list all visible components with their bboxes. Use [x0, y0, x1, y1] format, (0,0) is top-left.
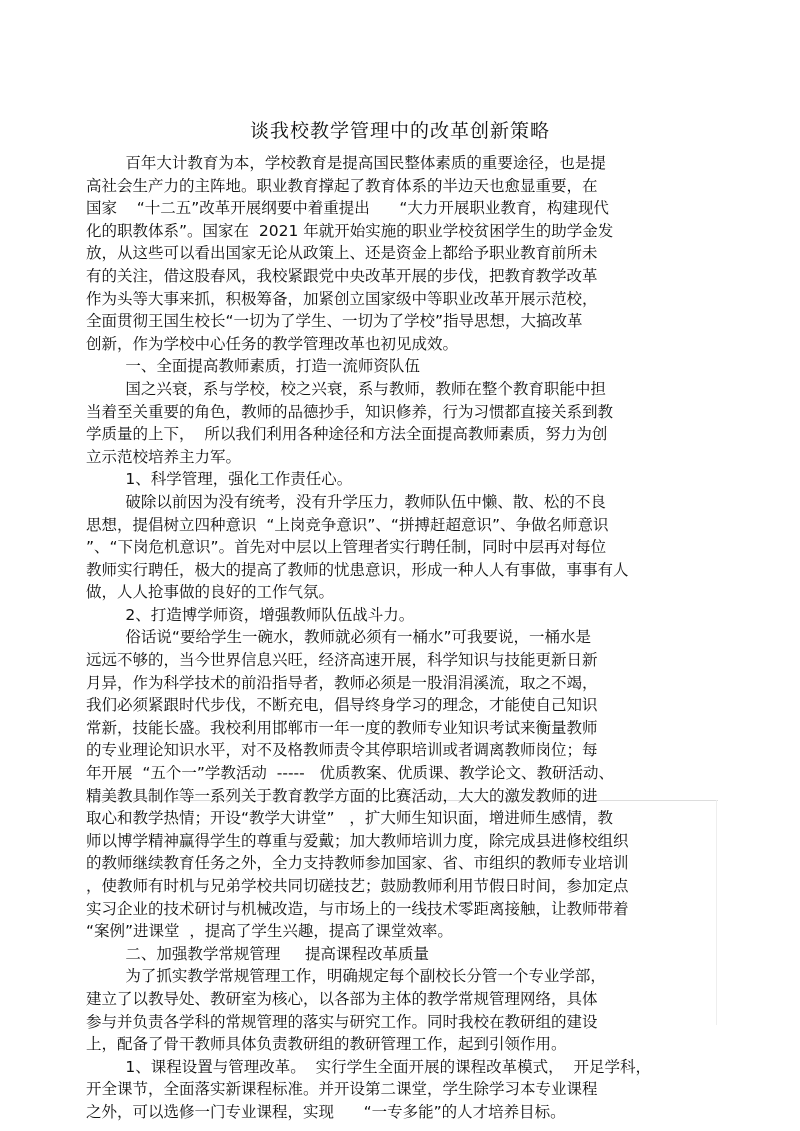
- text-line: 常新，技能长盛。我校利用邯郸市一年一度的教师专业知识考试来衡量教师: [86, 718, 598, 737]
- text-line: 为了抓实教学常规管理工作，明确规定每个副校长分管一个专业学部，: [86, 967, 606, 986]
- text-line: 破除以前因为没有统考，没有升学压力，教师队伍中懒、散、松的不良: [86, 492, 606, 511]
- text-line: 全面贯彻王国生校长“一切为了学生、一切为了学校”指导思想，大搞改革: [86, 312, 583, 331]
- text-line: 精美教具制作等一系列关于教育教学方面的比赛活动，大大的激发教师的进: [86, 786, 598, 805]
- text-line: 上，配备了骨干教师具体负责教研组的教研管理工作，起到引领作用。: [86, 1035, 567, 1054]
- text-line: 2、打造博学师资，增强教师队伍战斗力。: [86, 605, 415, 624]
- text-line: 建立了以教导处、教研室为核心，以各部为主体的教学常规管理网络，具体: [86, 989, 598, 1008]
- document-title: 谈我校教学管理中的改革创新策略: [249, 120, 550, 142]
- text-line: 国之兴衰，系与学校，校之兴衰，系与教师，教师在整个教育职能中担: [86, 379, 606, 398]
- text-line: 教师实行聘任，极大的提高了教师的忧患意识，形成一种人人有事做，事事有人: [86, 560, 629, 579]
- text-line: 一、全面提高教师素质，打造一流师资队伍: [86, 357, 420, 376]
- text-line: 的教师继续教育任务之外，全力支持教师参加国家、省、市组织的教师专业培训: [86, 854, 629, 873]
- text-line: ，使教师有时机与兄弟学校共同切磋技艺；鼓励教师利用节假日时间，参加定点: [86, 877, 629, 895]
- text-line: 国家 “十二五”改革开展纲要中着重提出 “大力开展职业教育，构建现代: [86, 199, 609, 218]
- text-line: 俗话说“要给学生一碗水，教师就必须有一桶水”可我要说，一桶水是: [86, 628, 591, 647]
- text-line: 1、科学管理，强化工作责任心。: [86, 470, 353, 489]
- text-line: 放，从这些可以看出国家无论从政策上、还是资金上都给予职业教育前所未: [86, 244, 598, 263]
- text-line: 月异，作为科学技术的前沿指导者，教师必须是一股涓涓溪流，取之不竭，: [86, 673, 598, 692]
- text-line: 参与并负责各学科的常规管理的落实与研究工作。同时我校在教研组的建设: [86, 1012, 598, 1031]
- text-line: 年开展 “五个一”学教活动 ----- 优质教案、优质课、教学论文、教研活动、: [86, 764, 615, 783]
- document-body: [86, 152, 726, 1124]
- text-line: 高社会生产力的主阵地。职业教育撑起了教育体系的半边天也愈显重要，在: [86, 176, 598, 195]
- text-line: 二、加强教学常规管理 提高课程改革质量: [86, 944, 430, 963]
- text-line: 百年大计教育为本，学校教育是提高国民整体素质的重要途径，也是提: [86, 154, 606, 172]
- text-line: 作为头等大事来抓，积极筹备，加紧创立国家级中等职业改革开展示范校，: [86, 289, 598, 308]
- text-line: 远远不够的，当今世界信息兴旺，经济高速开展，科学知识与技能更新日新: [86, 651, 598, 670]
- text-line: 化的职教体系”。国家在 2021 年就开始实施的职业学校贫困学生的助学金发: [86, 221, 614, 240]
- text-line: 开全课节，全面落实新课程标准。并开设第二课堂，学生除学习本专业课程: [86, 1080, 598, 1099]
- text-line: 我们必须紧跟时代步伐，不断充电，倡导终身学习的理念，才能使自己知识: [86, 696, 598, 715]
- text-line: 学质量的上下， 所以我们利用各种途径和方法全面提高教师素质，努力为创: [86, 425, 608, 444]
- text-line: 取心和教学热情；开设“教学大讲堂” ，扩大师生知识面，增进师生感情，教: [86, 809, 613, 828]
- text-line: 的专业理论知识水平，对不及格教师责令其停职培训或者调离教师岗位；每: [86, 741, 598, 760]
- text-line: 实习企业的技术研讨与机械改造，与市场上的一线技术零距离接触，让教师带着: [86, 899, 629, 918]
- text-line: ”、“下岗危机意识”。首先对中层以上管理者实行聘任制，同时中层再对每位: [86, 538, 607, 557]
- text-line: 有的关注，借这股春风，我校紧跟党中央改革开展的步伐，把教育教学改革: [86, 266, 598, 285]
- text-line: 当着至关重要的角色，教师的品德抄手，知识修养，行为习惯都直接关系到教: [86, 402, 614, 421]
- text-line: 师以博学精神赢得学生的尊重与爱戴；加大教师培训力度，除完成县进修校组织: [86, 831, 629, 850]
- text-line: 立示范校培养主力军。: [86, 447, 242, 466]
- text-line: 做，人人抢事做的良好的工作气氛。: [86, 583, 335, 602]
- text-line: 1、课程设置与管理改革。 实行学生全面开展的课程改革模式， 开足学科，: [86, 1057, 651, 1076]
- text-line: 之外，可以选修一门专业课程，实现 “一专多能”的人才培养目标。: [86, 1102, 566, 1121]
- text-line: “案例”进课堂 ，提高了学生兴趣，提高了课堂效率。: [86, 922, 453, 941]
- text-line: 思想，提倡树立四种意识 “上岗竞争意识”、“拼搏赶超意识”、争做名师意识: [86, 515, 609, 534]
- text-line: 创新，作为学校中心任务的教学管理改革也初见成效。: [86, 334, 459, 353]
